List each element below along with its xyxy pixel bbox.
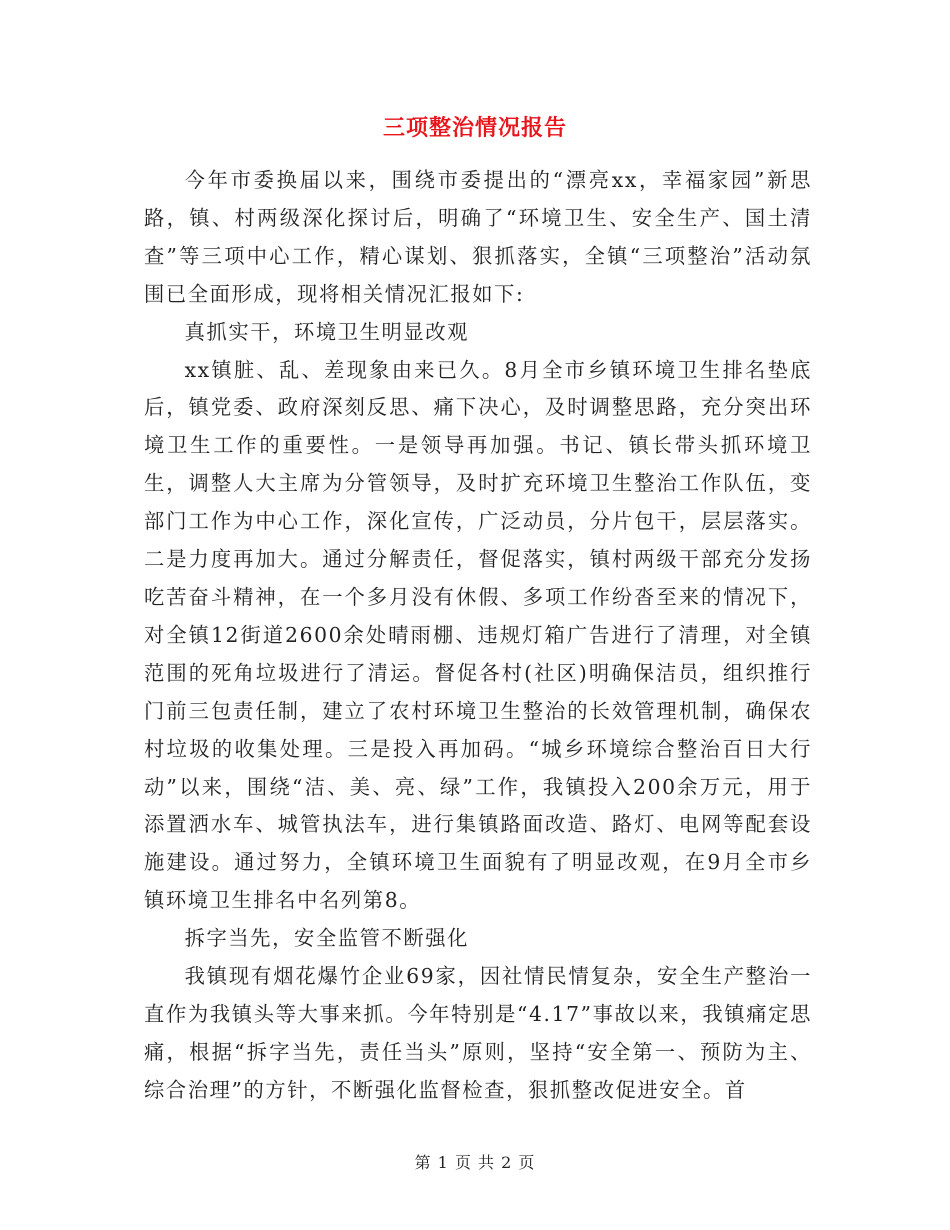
environment-paragraph: xx镇脏、乱、差现象由来已久。8月全市乡镇环境卫生排名垫底后，镇党委、政府深刻反思、痛下决心，及时调整思路，充分突出环境卫生工作的重要性。一是领导再加强。书记、镇长带头抓环境卫生，调整人大主席为分管领导，及时扩充环境卫生整治工作队伍，变部门工作为中心工作，深化宣传，广泛动员，分片包干，层层落实。二是力度再加大。通过分解责任，督促落实，镇村两级干部充分发扬吃苦奋斗精神，在一个多月没有休假、多项工作纷沓至来的情况下，对全镇12街道2600余处晴雨棚、违规灯箱广告进行了清理，对全镇范围的死角垃圾进行了清运。督促各村(社区)明确保洁员，组织推行门前三包责任制，建立了农村环境卫生整治的长效管理机制，确保农村垃圾的收集处理。三是投入再加码。“城乡环境综合整治百日大行动”以来，围绕“洁、美、亮、绿”工作，我镇投入200余万元，用于添置洒水车、城管执法车，进行集镇路面改造、路灯、电网等配套设施建设。通过努力，全镇环境卫生面貌有了明显改观，在9月全市乡镇环境卫生排名中名列第8。	[144, 357, 812, 913]
document-title: 三项整治情况报告	[382, 115, 567, 141]
intro-paragraph: 今年市委换届以来，围绕市委提出的“漂亮xx，幸福家园”新思路，镇、村两级深化探讨后，明确了“环境卫生、安全生产、国土清查”等三项中心工作，精心谋划、狠抓落实，全镇“三项整治”活动氛围已全面形成，现将相关情况汇报如下:	[144, 168, 812, 306]
page-footer: 第 1 页 共 2 页	[414, 1153, 536, 1172]
section-heading-environment: 真抓实干，环境卫生明显改观	[184, 319, 470, 344]
section-heading-safety: 拆字当先，安全监管不断强化	[184, 926, 470, 951]
document-body	[144, 162, 812, 1110]
safety-paragraph: 我镇现有烟花爆竹企业69家，因社情民情复杂，安全生产整治一直作为我镇头等大事来抓。今年特别是“4.17”事故以来，我镇痛定思痛，根据“拆字当先，责任当头”原则，坚持“安全第一、预防为主、综合治理”的方针，不断强化监督检查，狠抓整改促进安全。首	[144, 964, 812, 1102]
